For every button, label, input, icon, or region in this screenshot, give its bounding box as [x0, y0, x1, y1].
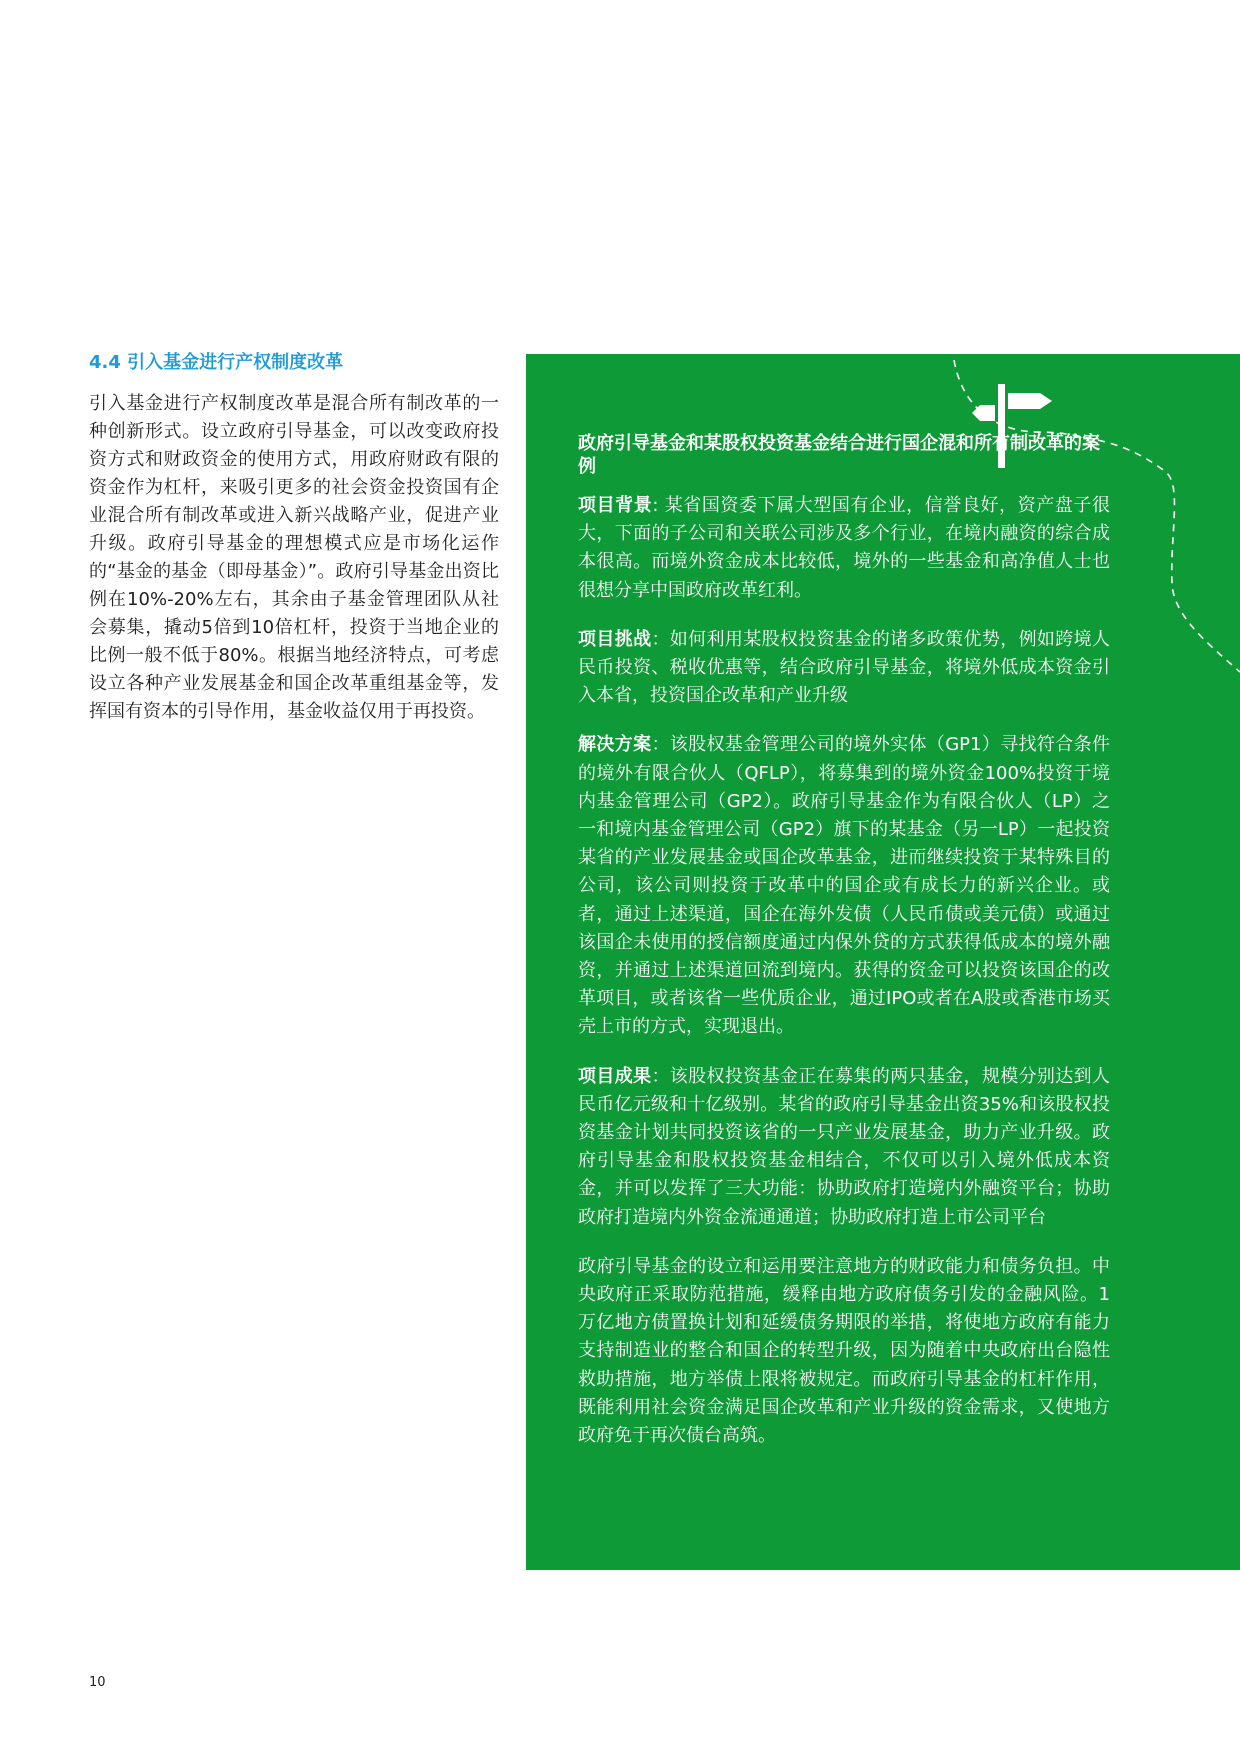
solution-text: ：该股权基金管理公司的境外实体（GP1）寻找符合条件的境外有限合伙人（QFLP），将募集到的境外资金100%投资于境内基金管理公司（GP2）。政府引导基金作为有限合伙人（LP）之一和境内基金管理公司（GP2）旗下的某基金（另一LP）一起投资某省的产业发展基金或国企改革基金，进而继续投资于某特殊目的公司，该公司则投资于改革中的国企或有成长力的新兴企业。或者，通过上述渠道，国企在海外发债（人民币债或美元债）或通过该国企未使用的授信额度通过内保外贷的方式获得低成本的境外融资，并通过上述渠道回流到境内。获得的资金可以投资该国企的改革项目，或者该省一些优质企业，通过IPO或者在A股或香港市场买壳上市的方式，实现退出。 [578, 734, 1110, 1038]
case-study-content [578, 432, 1110, 1471]
project-challenge-paragraph [578, 626, 1110, 711]
solution-label: 解决方案 [578, 734, 652, 756]
case-study-box [526, 354, 1240, 1570]
project-result-label: 项目成果 [578, 1065, 652, 1087]
section-heading: 4.4 引入基金进行产权制度改革 [89, 352, 344, 373]
solution-paragraph [578, 731, 1110, 1041]
project-background-label: 项目背景 [578, 495, 653, 516]
project-challenge-label: 项目挑战 [578, 628, 652, 650]
case-study-title: 政府引导基金和某股权投资基金结合进行国企混和所有制改革的案例 [578, 433, 1100, 477]
project-background-text: : 某省国资委下属大型国有企业，信誉良好，资产盘子很大，下面的子公司和关联公司涉及多个行业，在境内融资的综合成本很高。而境外资金成本比较低，境外的一些基金和高净值人士也很想分享中国政府改革红利。 [578, 495, 1111, 601]
page-number: 10 [89, 1675, 106, 1690]
project-result-text: ：该股权投资基金正在募集的两只基金，规模分别达到人民币亿元级和十亿级别。某省的政府引导基金出资35%和该股权投资基金计划共同投资该省的一只产业发展基金，助力产业升级。政府引导基金和股权投资基金相结合，不仅可以引入境外低成本资金，并可以发挥了三大功能：协助政府打造境内外融资平台；协助政府打造境内外资金流通通道；协助政府打造上市公司平台 [578, 1065, 1111, 1228]
section-body: 引入基金进行产权制度改革是混合所有制改革的一种创新形式。设立政府引导基金，可以改变政府投资方式和财政资金的使用方式，用政府财政有限的资金作为杠杆，来吸引更多的社会资金投资国有企业混合所有制改革或进入新兴战略产业，促进产业升级。政府引导基金的理想模式应是市场化运作的“基金的基金（即母基金）”。政府引导基金出资比例在10%-20%左右，其余由子基金管理团队从社会募集，撬动5倍到10倍杠杆，投资于当地企业的比例一般不低于80%。根据当地经济特点，可考虑设立各种产业发展基金和国企改革重组基金等，发挥国有资本的引导作用，基金收益仅用于再投资。 [89, 393, 499, 722]
project-challenge-text: ：如何利用某股权投资基金的诸多政策优势，例如跨境人民币投资、税收优惠等，结合政府引导基金，将境外低成本资金引入本省，投资国企改革和产业升级 [578, 628, 1111, 707]
project-background-paragraph [578, 492, 1110, 605]
left-column [89, 348, 499, 726]
project-result-paragraph [578, 1063, 1110, 1232]
closing-paragraph: 政府引导基金的设立和运用要注意地方的财政能力和债务负担。中央政府正采取防范措施，缓释由地方政府债务引发的金融风险。1万亿地方债置换计划和延缓债务期限的举措，将使地方政府有能力支持制造业的整合和国企的转型升级，因为随着中央政府出台隐性救助措施，地方举债上限将被规定。而政府引导基金的杠杆作用，既能利用社会资金满足国企改革和产业升级的资金需求，又使地方政府免于再次债台高筑。 [578, 1255, 1110, 1447]
